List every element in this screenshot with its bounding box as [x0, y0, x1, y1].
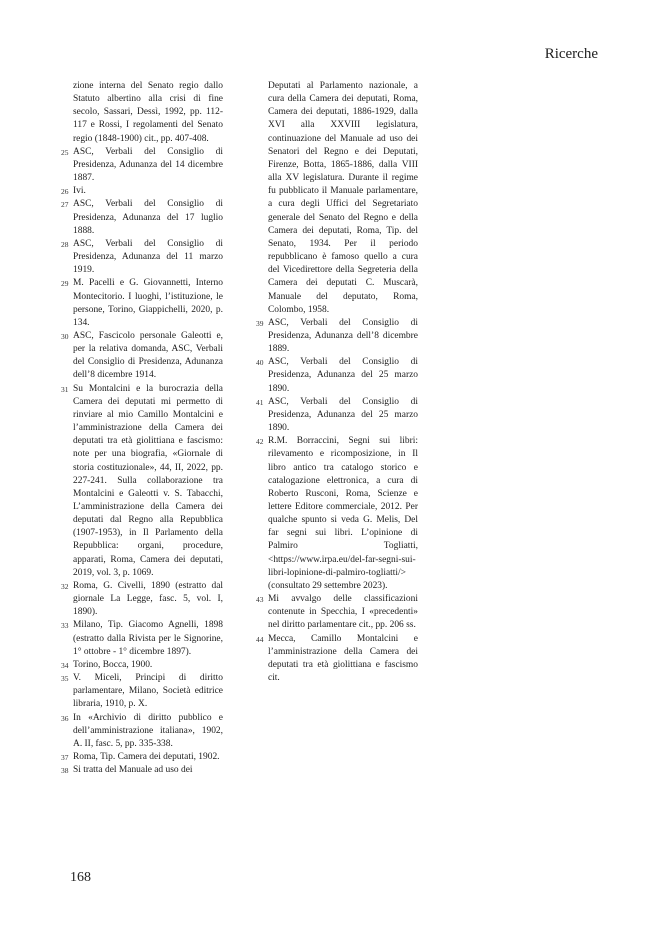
footnote-number: 41 — [256, 397, 264, 407]
footnote-text: Roma, G. Civelli, 1890 (estratto dal giornale La Legge, fasc. 5, vol. I, 1890). — [73, 580, 223, 618]
footnote — [61, 659, 223, 672]
footnote-number: 28 — [61, 239, 69, 249]
footnote-text: Milano, Tip. Giacomo Agnelli, 1898 (estratto dalla Rivista per le Signorine, 1° ottobre - 1° dicembre 1897). — [73, 620, 223, 657]
footnote — [61, 330, 223, 383]
footnote-number: 37 — [61, 752, 69, 762]
footnote-number: 34 — [61, 660, 69, 670]
footnote-text: Si tratta del Manuale ad uso dei — [73, 765, 193, 776]
footnote — [256, 396, 418, 435]
footnote-text: Mecca, Camillo Montalcini e l’amministrazione della Camera dei deputati tra età giolittiana e fascismo cit. — [268, 633, 418, 684]
footnote-number: 44 — [256, 634, 264, 644]
footnote — [256, 317, 418, 356]
footnote — [61, 672, 223, 711]
footnote-text: Mi avvalgo delle classificazioni contenute in Specchia, I «precedenti» nel diritto parlamentare cit., pp. 206 ss. — [268, 594, 418, 631]
footnote — [61, 383, 223, 580]
footnote-number: 42 — [256, 437, 264, 447]
footnote — [61, 198, 223, 237]
footnote-number: 30 — [61, 331, 69, 341]
footnote-text: ASC, Verbali del Consiglio di Presidenza, Adunanza del 25 marzo 1890. — [268, 357, 418, 394]
footnote — [61, 764, 223, 777]
footnote — [256, 356, 418, 395]
footnote-number: 31 — [61, 384, 69, 394]
footnote-text: Roma, Tip. Camera dei deputati, 1902. — [73, 751, 220, 762]
footnote — [256, 593, 418, 632]
footnote-text: ASC, Verbali del Consiglio di Presidenza, Adunanza del 17 luglio 1888. — [73, 199, 223, 236]
footnote-text: M. Pacelli e G. Giovannetti, Interno Montecitorio. I luoghi, l’istituzione, le persone, Torino, Giappichelli, 2020, p. 134. — [73, 278, 223, 328]
footnote-number: 32 — [61, 581, 69, 591]
footnote-text: Su Montalcini e la burocrazia della Camera dei deputati mi permetto di rinviare al mio Camillo Montalcini e l’amministrazione della Camera dei deputati tra età giolittiana e fascismo: note per una biografia, «Giornale di storia costituzionale», 44, II, 2022, pp. 227-241. Sulla collaborazione tra Montalcini e Galeotti v. S. Tabacchi, L’amministrazione della Camera dei deputati dal Regno alla Repubblica (1907-1953), in Il Parlamento della Repubblica: organi, procedure, apparati, Roma, Camera dei deputati, 2019, vol. 3, p. 1069. — [73, 383, 223, 578]
footnote — [61, 751, 223, 764]
footnote-text: R.M. Borraccini, Segni sui libri: rilevamento e ricomposizione, in Il libro antico tra catalogo storico e catalogazione elettronica, a cura di Roberto Rusconi, Roma, Scienze e lettere Editore commerciale, 2012. Per qualche spunto si veda G. Melis, Del far segni sui libri. L’opinione di Palmiro Togliatti, <https://www.irpa.eu/del-far-segni-sui-libri-lopinione-di-palmiro-togliatti/> (consultato 29 settembre 2023). — [268, 436, 418, 591]
footnote-number: 25 — [61, 147, 69, 157]
footnote — [61, 712, 223, 751]
footnote-text: V. Miceli, Principi di diritto parlamentare, Milano, Società editrice libraria, 1910, p. X. — [73, 673, 223, 710]
footnotes-left-column — [61, 80, 223, 777]
footnote-number: 33 — [61, 621, 69, 631]
footnote-number: 38 — [61, 766, 69, 776]
footnote-number: 26 — [61, 187, 69, 197]
footnote — [61, 185, 223, 198]
footnote-number: 39 — [256, 318, 264, 328]
footnote-text: ASC, Fascicolo personale Galeotti e, per la relativa domanda, ASC, Verbali del Consiglio di Presidenza, Adunanza dell’8 dicembre 1914. — [73, 330, 223, 381]
footnote-number: 43 — [256, 595, 264, 605]
footnote-text: ASC, Verbali del Consiglio di Presidenza, Adunanza del 25 marzo 1890. — [268, 396, 418, 434]
footnote-number: 29 — [61, 279, 69, 289]
footnote-text: zione interna del Senato regio dallo Statuto albertino alla crisi di fine secolo, Sassari, Dessì, 1992, pp. 112-117 e Rossi, I regolamenti del Senato regio (1848-1900) cit., pp. 407-408. — [73, 81, 223, 144]
footnote-text: ASC, Verbali del Consiglio di Presidenza, Adunanza del 11 marzo 1919. — [73, 238, 223, 276]
footnote — [256, 633, 418, 686]
footnote — [256, 435, 418, 593]
footnote-text: ASC, Verbali del Consiglio di Presidenza, Adunanza del 14 dicembre 1887. — [73, 146, 223, 184]
footnote — [61, 619, 223, 658]
footnotes-right-column — [256, 80, 418, 685]
footnote-number: 36 — [61, 713, 69, 723]
footnote-text: Torino, Bocca, 1900. — [73, 659, 153, 670]
footnote — [61, 80, 223, 146]
page-number: 168 — [70, 870, 91, 885]
footnote — [61, 238, 223, 277]
footnote-number: 40 — [256, 358, 264, 368]
footnote-text: In «Archivio di diritto pubblico e dell’amministrazione italiana», 1902, A. II, fasc. 5, pp. 335-338. — [73, 712, 223, 749]
footnote-text: ASC, Verbali del Consiglio di Presidenza, Adunanza dell’8 dicembre 1889. — [268, 317, 418, 355]
footnote — [256, 80, 418, 317]
footnote — [61, 146, 223, 185]
footnote-text: Ivi. — [73, 186, 86, 197]
footnote-text: Deputati al Parlamento nazionale, a cura della Camera dei deputati, Roma, Camera dei deputati, 1886-1929, dalla XVI alla XXVIII legislatura, continuazione del Manuale ad uso dei Senatori del Regno e dei Deputati, Firenze, Botta, 1865-1886, dalla VIII alla XV legislatura. Durante il regime fu pubblicato il Manuale parlamentare, a cura degli Uffici del Segretariato generale del Senato del Regno e della Camera dei deputati, Roma, Tip. del Senato, 1934. Per il periodo repubblicano è famoso quello a cura del Vicedirettore della Segreteria della Camera dei deputati C. Muscarà, Manuale del deputato, Roma, Colombo, 1958. — [268, 81, 418, 315]
footnote-number: 27 — [61, 200, 69, 210]
footnote-number: 35 — [61, 674, 69, 684]
running-header: Ricerche — [544, 46, 598, 62]
footnote — [61, 277, 223, 330]
footnote — [61, 580, 223, 619]
